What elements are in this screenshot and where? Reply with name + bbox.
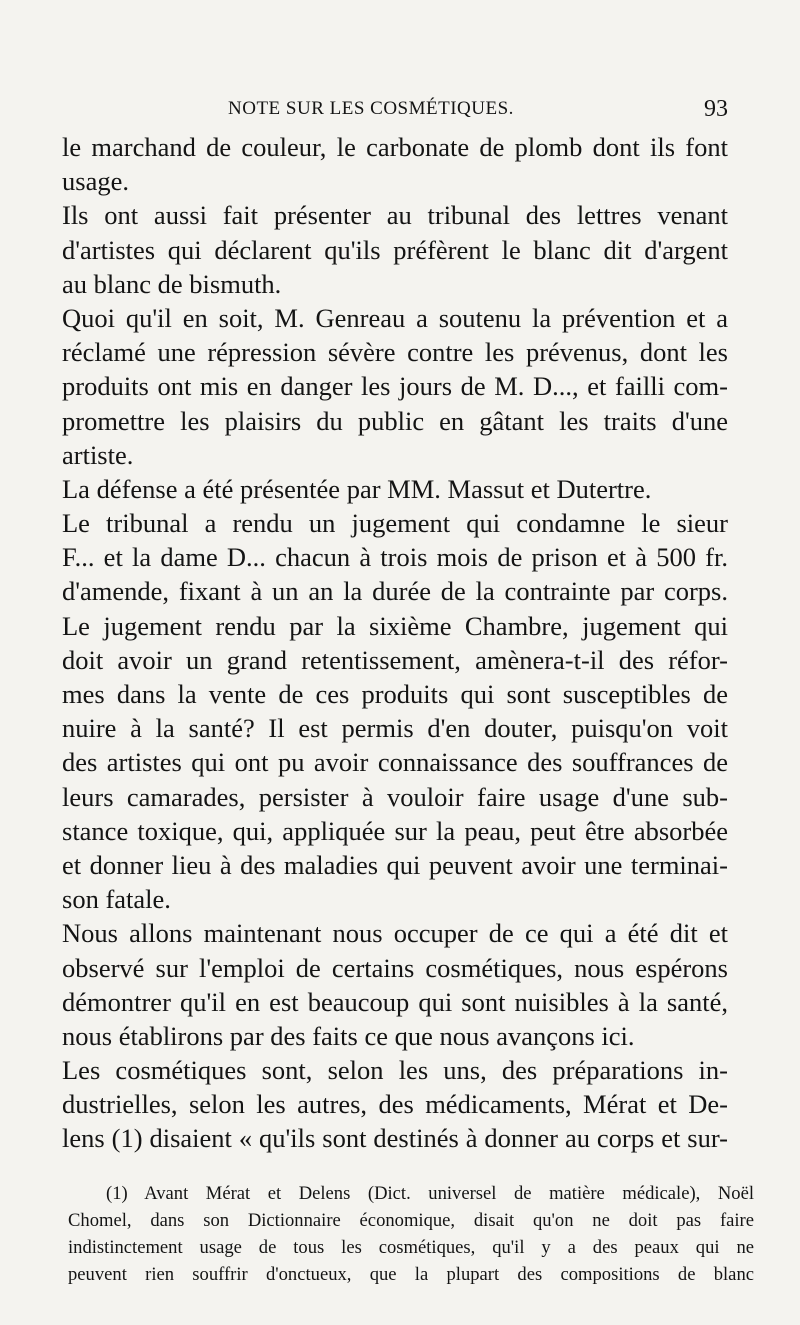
text-line: artiste. bbox=[62, 439, 134, 470]
text-line: promettre les plaisirs du public en gâtant les traits d'une bbox=[62, 405, 728, 436]
text-line: Les cosmétiques sont, selon les uns, des préparations in- bbox=[62, 1055, 728, 1086]
page-header bbox=[58, 96, 728, 126]
text-line: usage. bbox=[62, 166, 129, 197]
text-line: lens (1) disaient « qu'ils sont destinés à donner au corps et sur- bbox=[62, 1123, 728, 1154]
text-line: au blanc de bismuth. bbox=[62, 268, 282, 299]
text-line: doit avoir un grand retentissement, amènera-t-il des réfor- bbox=[62, 644, 728, 675]
text-line: et donner lieu à des maladies qui peuvent avoir une terminai- bbox=[62, 849, 728, 880]
footnote-line: (1) Avant Mérat et Delens (Dict. universel de matière médicale), Noël bbox=[106, 1183, 754, 1204]
text-line: observé sur l'emploi de certains cosmétiques, nous espérons bbox=[62, 952, 728, 983]
text-line: réclamé une répression sévère contre les prévenus, dont les bbox=[62, 337, 728, 368]
text-line: produits ont mis en danger les jours de M. D..., et failli com- bbox=[62, 371, 728, 402]
running-title: NOTE SUR LES COSMÉTIQUES. bbox=[228, 98, 514, 119]
text-line: Nous allons maintenant nous occuper de ce qui a été dit et bbox=[62, 918, 728, 949]
text-line: nuire à la santé? Il est permis d'en douter, puisqu'on voit bbox=[62, 713, 728, 744]
text-line: des artistes qui ont pu avoir connaissance des souffrances de bbox=[62, 747, 728, 778]
text-line: nous établirons par des faits ce que nous avançons ici. bbox=[62, 1020, 635, 1051]
text-line: Le jugement rendu par la sixième Chambre, jugement qui bbox=[62, 610, 728, 641]
text-line: Le tribunal a rendu un jugement qui condamne le sieur bbox=[62, 508, 728, 539]
text-line: le marchand de couleur, le carbonate de plomb dont ils font bbox=[62, 132, 728, 162]
text-line: stance toxique, qui, appliquée sur la peau, peut être absorbée bbox=[62, 815, 728, 846]
text-line: leurs camarades, persister à vouloir faire usage d'une sub- bbox=[62, 781, 728, 812]
text-line: Quoi qu'il en soit, M. Genreau a soutenu la prévention et a bbox=[62, 302, 728, 333]
text-line: d'artistes qui déclarent qu'ils préfèrent le blanc dit d'argent bbox=[62, 234, 728, 265]
text-line: F... et la dame D... chacun à trois mois de prison et à 500 fr. bbox=[62, 542, 728, 573]
text-line: son fatale. bbox=[62, 884, 171, 915]
text-line: Ils ont aussi fait présenter au tribunal des lettres venant bbox=[62, 200, 728, 231]
body-text bbox=[62, 130, 728, 1156]
text-line: démontrer qu'il en est beaucoup qui sont nuisibles à la santé, bbox=[62, 986, 728, 1017]
text-line: mes dans la vente de ces produits qui sont susceptibles de bbox=[62, 679, 728, 709]
text-line: La défense a été présentée par MM. Massut et Dutertre. bbox=[62, 473, 652, 504]
page-number: 93 bbox=[704, 96, 728, 122]
text-line: d'amende, fixant à un an la durée de la contrainte par corps. bbox=[62, 576, 728, 607]
footnote-line: indistinctement usage de tous les cosmétiques, qu'il y a des peaux qui ne bbox=[68, 1237, 754, 1258]
footnote-line: peuvent rien souffrir d'onctueux, que la plupart des compositions de blanc bbox=[68, 1264, 754, 1285]
footnote-line: Chomel, dans son Dictionnaire économique, disait qu'on ne doit pas faire bbox=[68, 1210, 754, 1231]
text-line: dustrielles, selon les autres, des médicaments, Mérat et De- bbox=[62, 1089, 728, 1120]
footnotes bbox=[68, 1180, 754, 1288]
